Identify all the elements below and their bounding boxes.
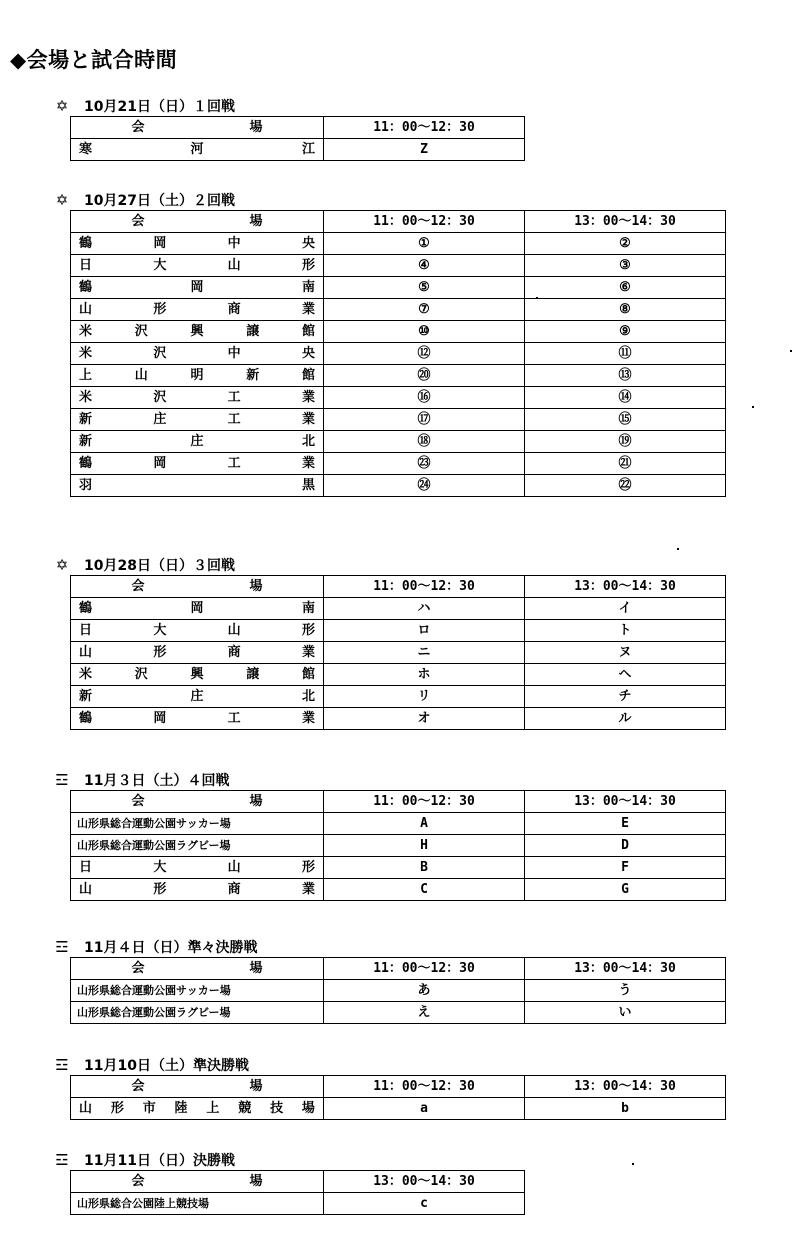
venue-name (71, 431, 324, 453)
venue-label: 山 形 商 業 (79, 645, 315, 660)
round-heading (48, 770, 726, 790)
round-heading (48, 937, 726, 957)
match-code: ⑳ (324, 365, 525, 387)
round-section (48, 190, 726, 497)
match-code: ② (525, 233, 726, 255)
table-row (71, 277, 726, 299)
match-code: ロ (324, 620, 525, 642)
round-section (48, 555, 726, 730)
venue-label: 米 沢 興 譲 館 (79, 667, 315, 682)
speck (752, 406, 754, 408)
match-code: ⑨ (525, 321, 726, 343)
venue-name (71, 708, 324, 730)
venue-name (71, 475, 324, 497)
table-row (71, 879, 726, 901)
round-heading (48, 96, 525, 116)
match-code: ⑱ (324, 431, 525, 453)
match-code: ハ (324, 598, 525, 620)
venue-name: 山形県総合公園陸上競技場 (71, 1193, 324, 1215)
round-title: 10月27日（土）２回戦 (84, 193, 235, 209)
table-row (71, 139, 525, 161)
venue-label: 山 形 商 業 (79, 882, 315, 897)
venue-label: 上 山 明 新 館 (79, 368, 315, 383)
round-heading (48, 555, 726, 575)
venue-header-char: 場 (249, 794, 263, 809)
table-row (71, 387, 726, 409)
venue-label: 日 大 山 形 (79, 623, 315, 638)
schedule-table (70, 790, 726, 901)
time-slot-header: 13：00〜14：30 (525, 958, 726, 980)
time-slot-header: 11：00〜12：30 (324, 576, 525, 598)
venue-label: 米 沢 中 央 (79, 346, 315, 361)
match-code: Z (324, 139, 525, 161)
venue-header-char: 場 (249, 961, 263, 976)
match-code: ③ (525, 255, 726, 277)
page-title: ◆会場と試合時間 (10, 48, 178, 72)
match-code: チ (525, 686, 726, 708)
match-code: F (525, 857, 726, 879)
round-section (48, 96, 525, 161)
match-code: ニ (324, 642, 525, 664)
match-code: D (525, 835, 726, 857)
venue-header (71, 791, 324, 813)
venue-label: 日 大 山 形 (79, 258, 315, 273)
schedule-table (70, 1170, 525, 1215)
match-code: ⑦ (324, 299, 525, 321)
venue-label: 米 沢 工 業 (79, 390, 315, 405)
venue-header-char: 会 (131, 120, 145, 135)
venue-name (71, 453, 324, 475)
match-code: B (324, 857, 525, 879)
venue-header-char: 会 (131, 961, 145, 976)
venue-name: 山形県総合運動公園ラグビー場 (71, 835, 324, 857)
venue-label: 新 庄 北 (79, 689, 315, 704)
speck (677, 548, 679, 550)
venue-label: 米 沢 興 譲 館 (79, 324, 315, 339)
round-section (48, 1150, 525, 1215)
match-code: ⑲ (525, 431, 726, 453)
schedule-table (70, 957, 726, 1024)
table-row (71, 686, 726, 708)
star-icon: ✡ (55, 97, 69, 115)
time-slot-header: 13：00〜14：30 (324, 1171, 525, 1193)
table-header-row (71, 1171, 525, 1193)
match-code: ト (525, 620, 726, 642)
match-code: C (324, 879, 525, 901)
table-header-row (71, 791, 726, 813)
match-code: ヘ (525, 664, 726, 686)
star-icon: ✡ (55, 556, 69, 574)
match-code: リ (324, 686, 525, 708)
venue-name (71, 620, 324, 642)
venue-header-char: 場 (249, 1174, 263, 1189)
match-code: ⑧ (525, 299, 726, 321)
speck (632, 1163, 634, 1165)
venue-header-char: 場 (249, 1079, 263, 1094)
venue-label: 羽 黒 (79, 478, 315, 493)
star-icon: ☲ (55, 1151, 69, 1169)
venue-header-char: 会 (131, 1079, 145, 1094)
venue-label: 山 形 市 陸 上 競 技 場 (79, 1101, 315, 1116)
match-code: ⑪ (525, 343, 726, 365)
schedule-table (70, 575, 726, 730)
speck (790, 350, 792, 352)
match-code: E (525, 813, 726, 835)
venue-name (71, 857, 324, 879)
table-row (71, 598, 726, 620)
venue-name: 山形県総合運動公園ラグビー場 (71, 1002, 324, 1024)
table-header-row (71, 958, 726, 980)
venue-name (71, 321, 324, 343)
venue-header (71, 958, 324, 980)
venue-name (71, 365, 324, 387)
round-heading (48, 190, 726, 210)
venue-header-char: 会 (131, 579, 145, 594)
venue-header (71, 1076, 324, 1098)
schedule-table (70, 1075, 726, 1120)
venue-header-char: 会 (131, 794, 145, 809)
table-header-row (71, 211, 726, 233)
match-code: b (525, 1098, 726, 1120)
table-row (71, 857, 726, 879)
match-code: ル (525, 708, 726, 730)
match-code: ⑥ (525, 277, 726, 299)
venue-label: 日 大 山 形 (79, 860, 315, 875)
venue-name (71, 598, 324, 620)
venue-name (71, 387, 324, 409)
match-code: ヌ (525, 642, 726, 664)
match-code: ⑮ (525, 409, 726, 431)
venue-label: 新 庄 北 (79, 434, 315, 449)
round-heading (48, 1055, 726, 1075)
match-code: ⑬ (525, 365, 726, 387)
time-slot-header: 11：00〜12：30 (324, 211, 525, 233)
venue-header (71, 576, 324, 598)
table-header-row (71, 117, 525, 139)
table-row (71, 642, 726, 664)
table-row (71, 620, 726, 642)
star-icon: ✡ (55, 191, 69, 209)
schedule-table (70, 210, 726, 497)
venue-label: 山 形 商 業 (79, 302, 315, 317)
venue-name (71, 642, 324, 664)
match-code: ⑤ (324, 277, 525, 299)
round-section (48, 770, 726, 901)
venue-name (71, 879, 324, 901)
match-code: H (324, 835, 525, 857)
table-row (71, 365, 726, 387)
venue-label: 新 庄 工 業 (79, 412, 315, 427)
match-code: A (324, 813, 525, 835)
venue-header-char: 場 (249, 120, 263, 135)
match-code: ⑭ (525, 387, 726, 409)
star-icon: ☲ (55, 1056, 69, 1074)
match-code: ㉓ (324, 453, 525, 475)
match-code: ⑯ (324, 387, 525, 409)
round-title: 11月３日（土）４回戦 (84, 773, 230, 789)
venue-label: 鶴 岡 南 (79, 601, 315, 616)
table-row (71, 1193, 525, 1215)
match-code: ㉒ (525, 475, 726, 497)
venue-name (71, 255, 324, 277)
match-code: ⑰ (324, 409, 525, 431)
venue-name (71, 233, 324, 255)
time-slot-header: 11：00〜12：30 (324, 791, 525, 813)
match-code: c (324, 1193, 525, 1215)
time-slot-header: 11：00〜12：30 (324, 1076, 525, 1098)
match-code: う (525, 980, 726, 1002)
time-slot-header: 11：00〜12：30 (324, 117, 525, 139)
round-heading (48, 1150, 525, 1170)
speck (536, 297, 538, 299)
round-title: 10月28日（日）３回戦 (84, 558, 235, 574)
match-code: え (324, 1002, 525, 1024)
table-row (71, 664, 726, 686)
venue-label: 鶴 岡 中 央 (79, 236, 315, 251)
venue-header-char: 場 (249, 214, 263, 229)
venue-name: 山形県総合運動公園サッカー場 (71, 813, 324, 835)
table-row (71, 835, 726, 857)
venue-name (71, 343, 324, 365)
schedule-table (70, 116, 525, 161)
match-code: オ (324, 708, 525, 730)
venue-name (71, 299, 324, 321)
venue-header (71, 117, 324, 139)
match-code: ㉔ (324, 475, 525, 497)
table-row (71, 233, 726, 255)
time-slot-header: 13：00〜14：30 (525, 791, 726, 813)
venue-name (71, 277, 324, 299)
star-icon: ☲ (55, 771, 69, 789)
venue-name: 山形県総合運動公園サッカー場 (71, 980, 324, 1002)
table-row (71, 475, 726, 497)
venue-name (71, 686, 324, 708)
table-row (71, 255, 726, 277)
venue-name (71, 409, 324, 431)
match-code: ㉑ (525, 453, 726, 475)
match-code: ④ (324, 255, 525, 277)
venue-name (71, 664, 324, 686)
venue-name (71, 139, 324, 161)
round-title: 10月21日（日）１回戦 (84, 99, 235, 115)
venue-header (71, 211, 324, 233)
match-code: ⑩ (324, 321, 525, 343)
table-row (71, 431, 726, 453)
round-title: 11月10日（土）準決勝戦 (84, 1058, 249, 1074)
match-code: ⑫ (324, 343, 525, 365)
round-title: 11月４日（日）準々決勝戦 (84, 940, 258, 956)
table-row (71, 1098, 726, 1120)
venue-header-char: 場 (249, 579, 263, 594)
table-row (71, 299, 726, 321)
round-title: 11月11日（日）決勝戦 (84, 1153, 235, 1169)
star-icon: ☲ (55, 938, 69, 956)
table-row (71, 1002, 726, 1024)
table-header-row (71, 576, 726, 598)
table-row (71, 453, 726, 475)
time-slot-header: 13：00〜14：30 (525, 1076, 726, 1098)
table-row (71, 813, 726, 835)
match-code: あ (324, 980, 525, 1002)
table-row (71, 343, 726, 365)
match-code: a (324, 1098, 525, 1120)
table-row (71, 409, 726, 431)
venue-label: 鶴 岡 工 業 (79, 711, 315, 726)
venue-label: 鶴 岡 南 (79, 280, 315, 295)
round-section (48, 937, 726, 1024)
venue-header (71, 1171, 324, 1193)
time-slot-header: 13：00〜14：30 (525, 211, 726, 233)
venue-header-char: 会 (131, 1174, 145, 1189)
table-row (71, 321, 726, 343)
match-code: ① (324, 233, 525, 255)
table-row (71, 708, 726, 730)
time-slot-header: 11：00〜12：30 (324, 958, 525, 980)
table-row (71, 980, 726, 1002)
venue-label: 寒 河 江 (79, 142, 315, 157)
match-code: イ (525, 598, 726, 620)
venue-label: 鶴 岡 工 業 (79, 456, 315, 471)
round-section (48, 1055, 726, 1120)
venue-name (71, 1098, 324, 1120)
match-code: い (525, 1002, 726, 1024)
table-header-row (71, 1076, 726, 1098)
match-code: G (525, 879, 726, 901)
venue-header-char: 会 (131, 214, 145, 229)
match-code: ホ (324, 664, 525, 686)
time-slot-header: 13：00〜14：30 (525, 576, 726, 598)
